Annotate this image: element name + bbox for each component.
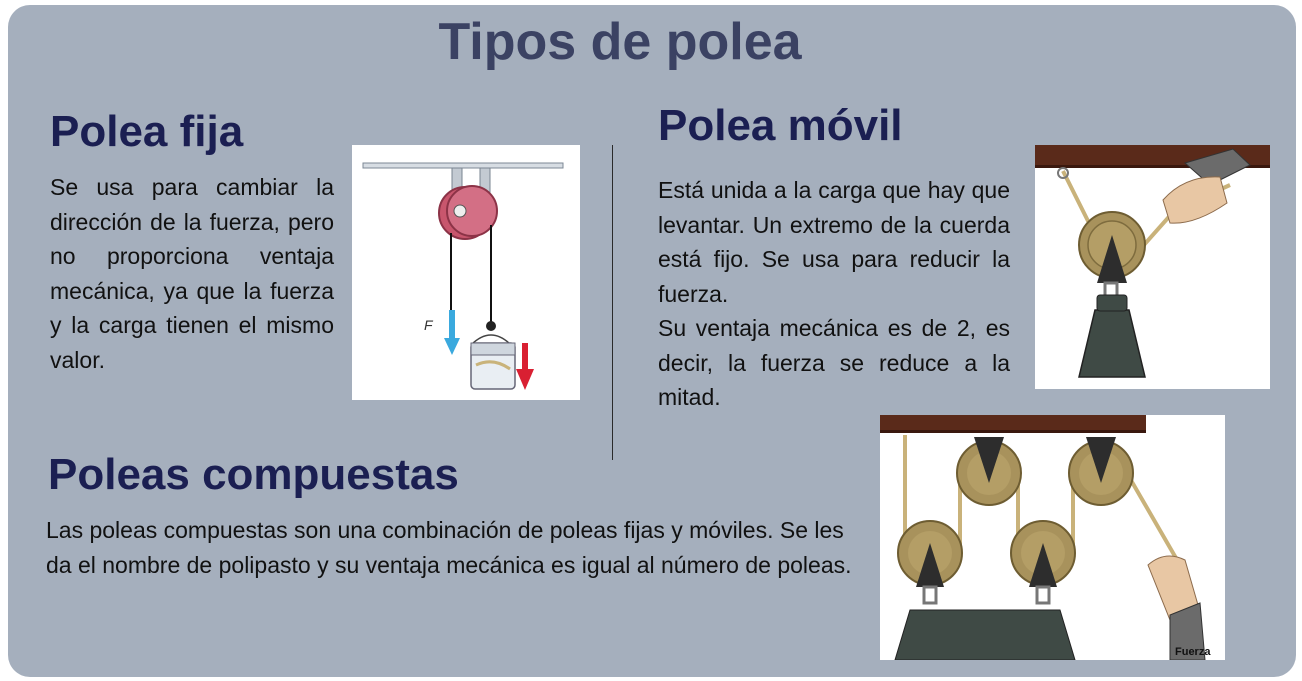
compound-pulleys-text: Las poleas compuestas son una combinación de poleas fijas y móviles. Se les da el nombre de polipasto y su ventaja mecánica es igual al número de poleas.	[46, 517, 852, 578]
movable-pulley-heading: Polea móvil	[658, 101, 903, 150]
section-divider	[612, 145, 613, 460]
page-title: Tipos de polea	[438, 13, 802, 71]
movable-pulley-image	[1035, 145, 1270, 389]
fixed-pulley-text: Se usa para cambiar la dirección de la fuerza, pero no proporciona ventaja mecánica, ya que la fuerza y la carga tienen el mismo valor.	[50, 174, 334, 373]
force-label-f: F	[424, 317, 433, 333]
compound-pulleys-heading: Poleas compuestas	[48, 450, 459, 499]
fuerza-label: Fuerza	[1175, 646, 1211, 658]
compound-pulley-image	[880, 415, 1225, 660]
movable-pulley-text-1: Está unida a la carga que hay que levantar. Un extremo de la cuerda está fijo. Se usa para reducir la fuerza.	[658, 177, 1010, 307]
fixed-pulley-image	[352, 145, 580, 400]
movable-pulley-text-2: Su ventaja mecánica es de 2, es decir, la fuerza se reduce a la mitad.	[658, 315, 1010, 410]
fixed-pulley-heading: Polea fija	[50, 107, 244, 156]
